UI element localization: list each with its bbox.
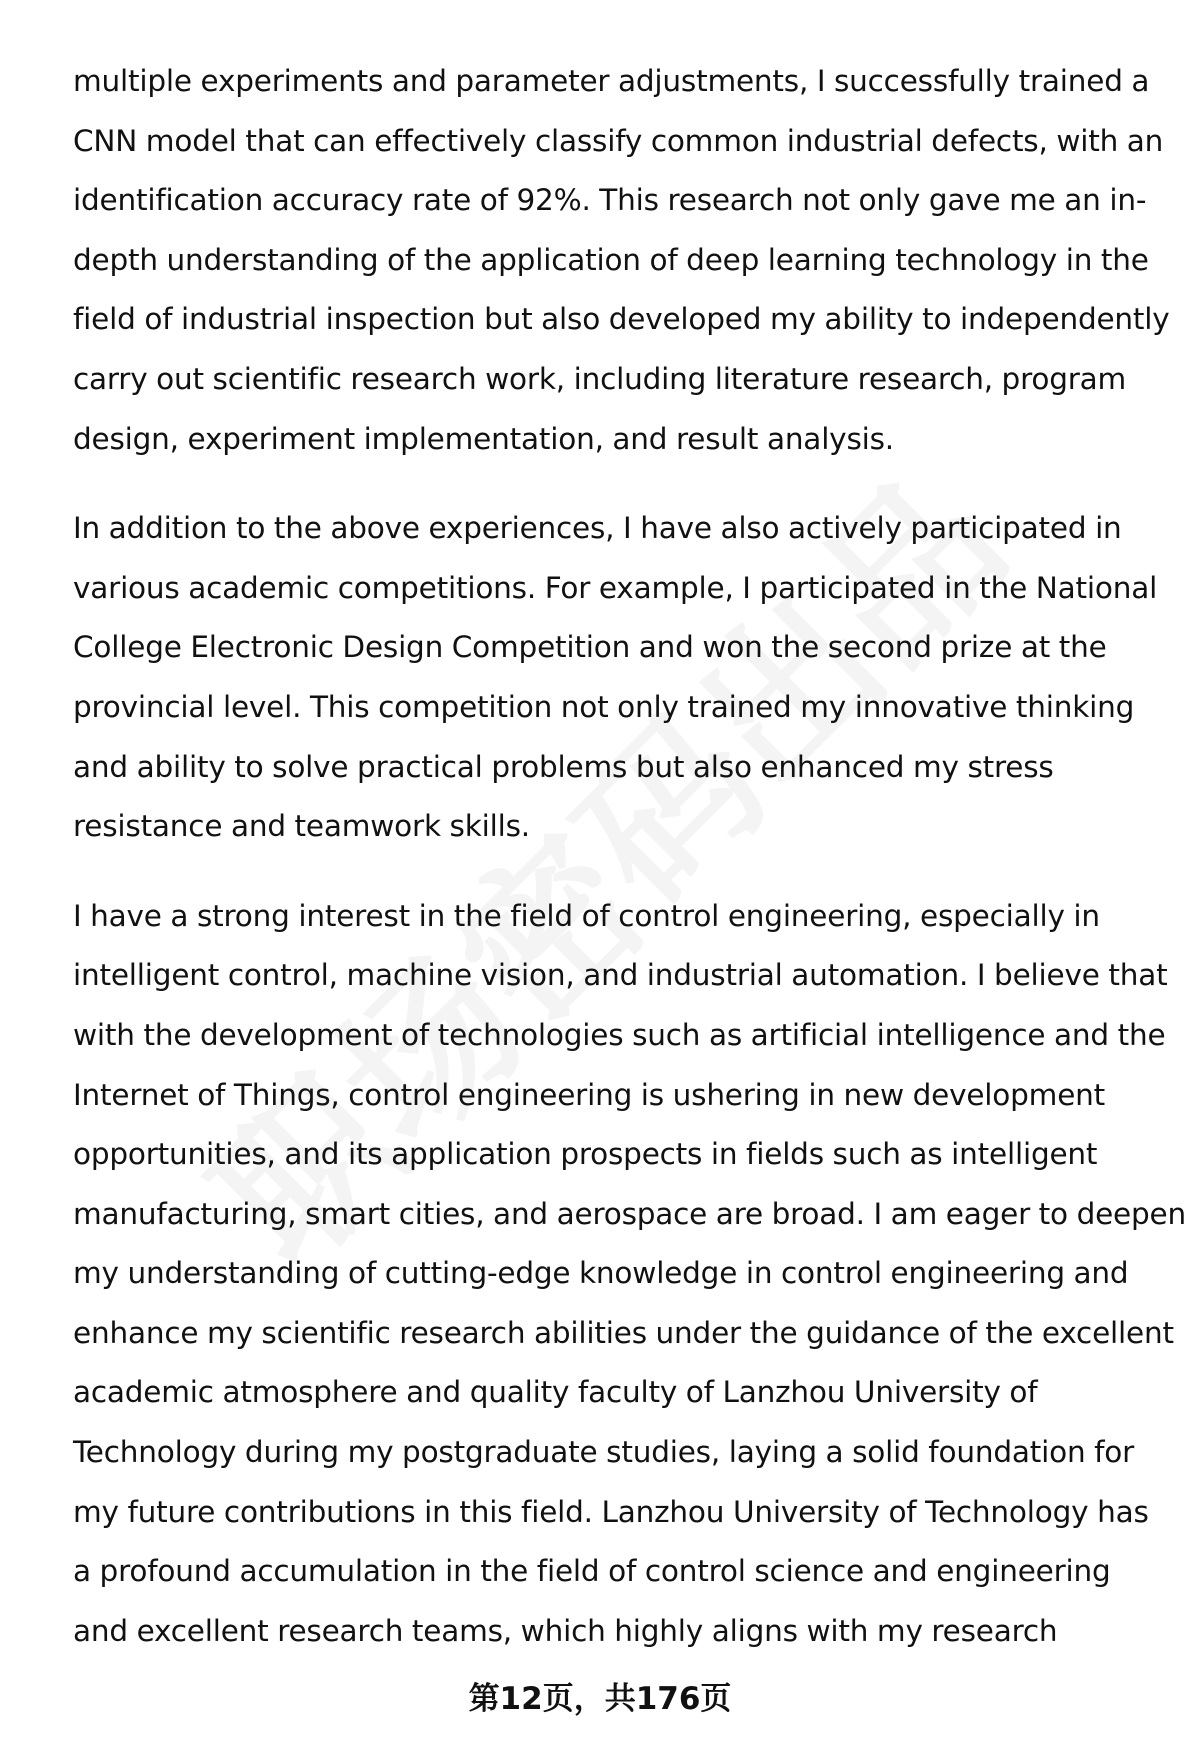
text-line: academic atmosphere and quality faculty of Lanzhou University of [73, 1375, 1038, 1410]
text-line: enhance my scientific research abilities under the guidance of the excellent [73, 1315, 1174, 1350]
text-line: my understanding of cutting-edge knowledge in control engineering and [73, 1256, 1129, 1291]
text-line: intelligent control, machine vision, and industrial automation. I believe that [73, 958, 1168, 993]
text-line: a profound accumulation in the field of control science and engineering [73, 1554, 1111, 1589]
text-line: opportunities, and its application prospects in fields such as intelligent [73, 1137, 1098, 1172]
document-body [73, 52, 1186, 1691]
text-line: resistance and teamwork skills. [73, 809, 530, 844]
text-line: manufacturing, smart cities, and aerospace are broad. I am eager to deepen [73, 1196, 1186, 1231]
text-line: CNN model that can effectively classify common industrial defects, with an [73, 123, 1164, 158]
text-line: I have a strong interest in the field of control engineering, especially in [73, 898, 1100, 933]
text-line: College Electronic Design Competition and won the second prize at the [73, 630, 1107, 665]
text-line: Internet of Things, control engineering is ushering in new development [73, 1077, 1106, 1112]
text-line: my future contributions in this field. Lanzhou University of Technology has [73, 1494, 1149, 1529]
text-line: various academic competitions. For example, I participated in the National [73, 570, 1158, 605]
text-line: provincial level. This competition not only trained my innovative thinking [73, 689, 1135, 724]
text-line: Technology during my postgraduate studies, laying a solid foundation for [73, 1435, 1135, 1470]
text-line: depth understanding of the application of deep learning technology in the [73, 242, 1149, 277]
text-line: carry out scientific research work, including literature research, program [73, 361, 1127, 396]
text-line: design, experiment implementation, and result analysis. [73, 421, 894, 456]
paragraph-research-interest [73, 887, 1186, 1662]
text-line: field of industrial inspection but also developed my ability to independently [73, 302, 1170, 337]
text-line: and excellent research teams, which highly aligns with my research [73, 1613, 1058, 1648]
page-number-footer: 第12页，共176页 [468, 1681, 732, 1717]
text-line: and ability to solve practical problems but also enhanced my stress [73, 749, 1054, 784]
text-line: In addition to the above experiences, I have also actively participated in [73, 511, 1122, 546]
text-line: identification accuracy rate of 92%. This research not only gave me an in- [73, 183, 1147, 218]
text-line: with the development of technologies such as artificial intelligence and the [73, 1017, 1166, 1052]
text-line: multiple experiments and parameter adjustments, I successfully trained a [73, 64, 1150, 98]
paragraph-research-experience [73, 52, 1170, 469]
paragraph-competitions [73, 499, 1163, 857]
